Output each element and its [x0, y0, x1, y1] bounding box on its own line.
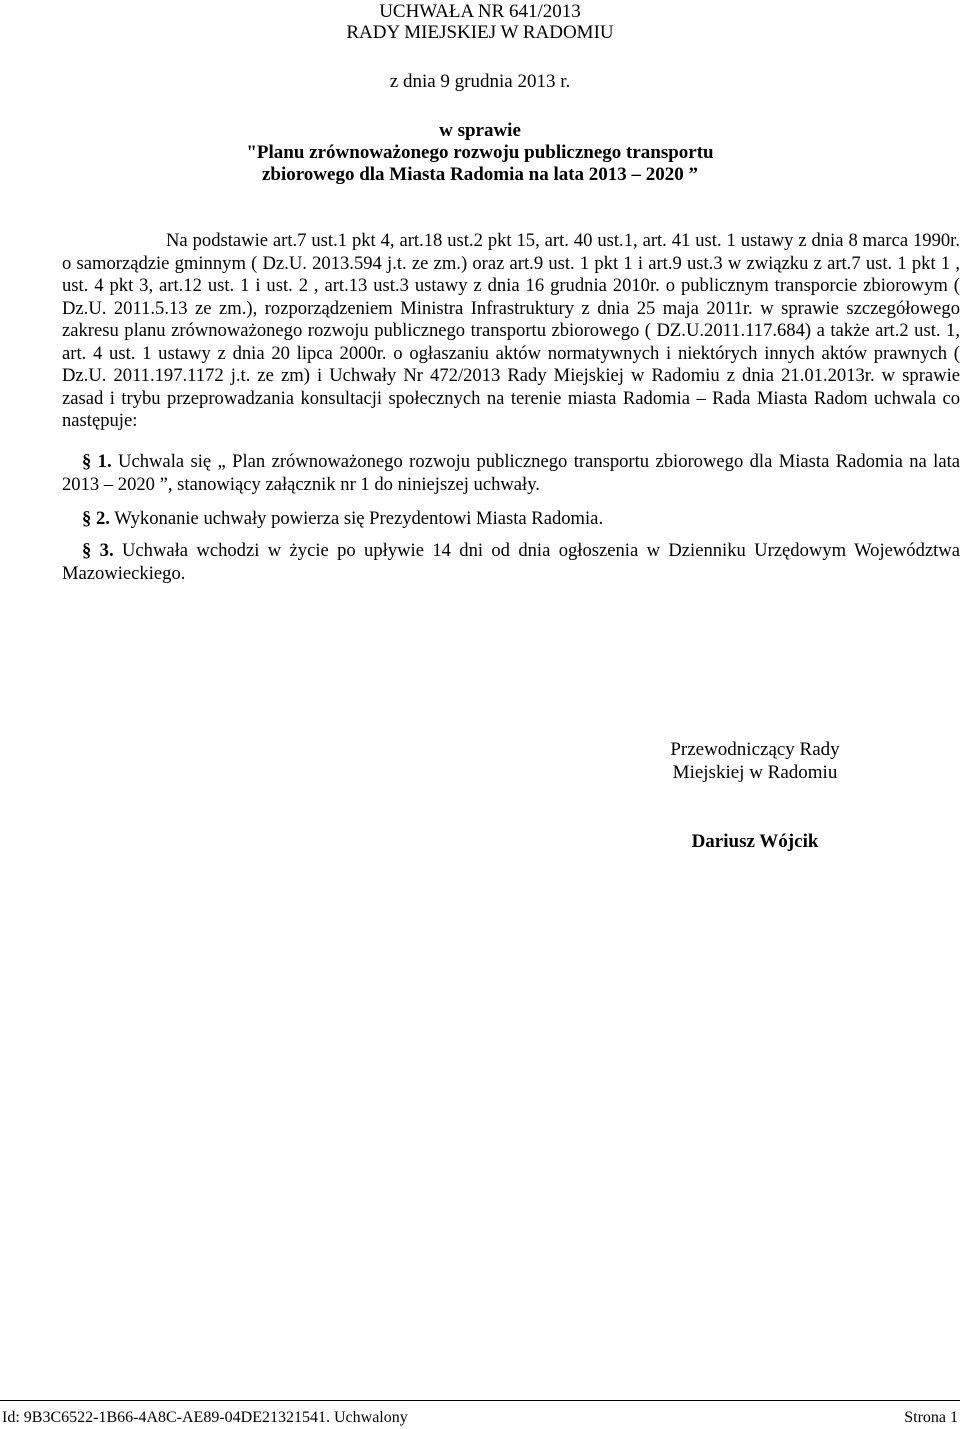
legal-basis-text: Na podstawie art.7 ust.1 pkt 4, art.18 ust.2 pkt 15, art. 40 ust.1, art. 41 ust. 1 ustawy z dnia 8 marca 1990r. o samorządzie gminnym ( Dz.U. 2013.594 j.t. ze zm.) oraz art.9 ust. 1 pkt 1 i art.9 ust.3 w związku z art.7 ust. 1 pkt 1 , ust. 4 pkt 3, art.12 ust. 1 i ust. 2 , art.13 ust.3 ustawy z dnia 16 grudnia 2010r. o publicznym transporcie zbiorowym ( Dz.U. 2011.5.13 ze zm.), rozporządzeniem Ministra Infrastruktury z dnia 25 maja 2011r. w sprawie szczegółowego zakresu planu zrównoważonego rozwoju publicznego transportu zbiorowego ( DZ.U.2011.117.684) a także art.2 ust. 1, art. 4 ust. 1 ustawy z dnia 20 lipca 2000r. o ogłaszaniu aktów normatywnych i niektórych innych aktów prawnych ( Dz.U. 2011.197.1172 j.t. ze zm) i Uchwały Nr 472/2013 Rady Miejskiej w Radomiu z dnia 21.01.2013r. w sprawie zasad i trybu przeprowadzania konsultacji społecznych na terenie miasta Radomia – Rada Miasta Radom uchwala co następuje:	[62, 230, 960, 431]
legal-basis-paragraph	[62, 230, 960, 433]
section-1-text: Uchwala się „ Plan zrównoważonego rozwoju publicznego transportu zbiorowego dla Miasta Radomia na lata 2013 – 2020 ”, stanowiący załącznik nr 1 do niniejszej uchwały.	[62, 451, 960, 495]
subject-line-2: zbiorowego dla Miasta Radomia na lata 2013 – 2020 ”	[261, 164, 699, 185]
subject-intro: w sprawie	[439, 120, 521, 141]
section-2	[62, 508, 960, 531]
resolution-date: z dnia 9 grudnia 2013 r.	[389, 71, 571, 92]
section-3-number: § 3.	[82, 540, 114, 561]
section-3	[62, 540, 960, 585]
page-footer	[0, 1400, 960, 1429]
section-1	[62, 451, 960, 496]
signatory-name: Dariusz Wójcik	[691, 831, 819, 852]
signatory-role-line-2: Miejskiej w Radomiu	[672, 762, 838, 783]
page-number: Strona 1	[904, 1409, 958, 1426]
council-name: RADY MIEJSKIEJ W RADOMIU	[346, 22, 614, 43]
signatory-role-line-1: Przewodniczący Rady	[670, 739, 840, 760]
section-2-text: Wykonanie uchwały powierza się Prezydentowi Miasta Radomia.	[114, 508, 604, 529]
section-3-text: Uchwała wchodzi w życie po upływie 14 dni od dnia ogłoszenia w Dzienniku Urzędowym Województwa Mazowieckiego.	[62, 540, 960, 584]
subject-line-1: "Planu zrównoważonego rozwoju publicznego transportu	[246, 142, 714, 163]
section-1-number: § 1.	[82, 451, 112, 472]
document-id: Id: 9B3C6522-1B66-4A8C-AE89-04DE21321541. Uchwalony	[2, 1409, 408, 1426]
resolution-title: UCHWAŁA NR 641/2013	[379, 1, 581, 22]
section-2-number: § 2.	[82, 508, 110, 529]
